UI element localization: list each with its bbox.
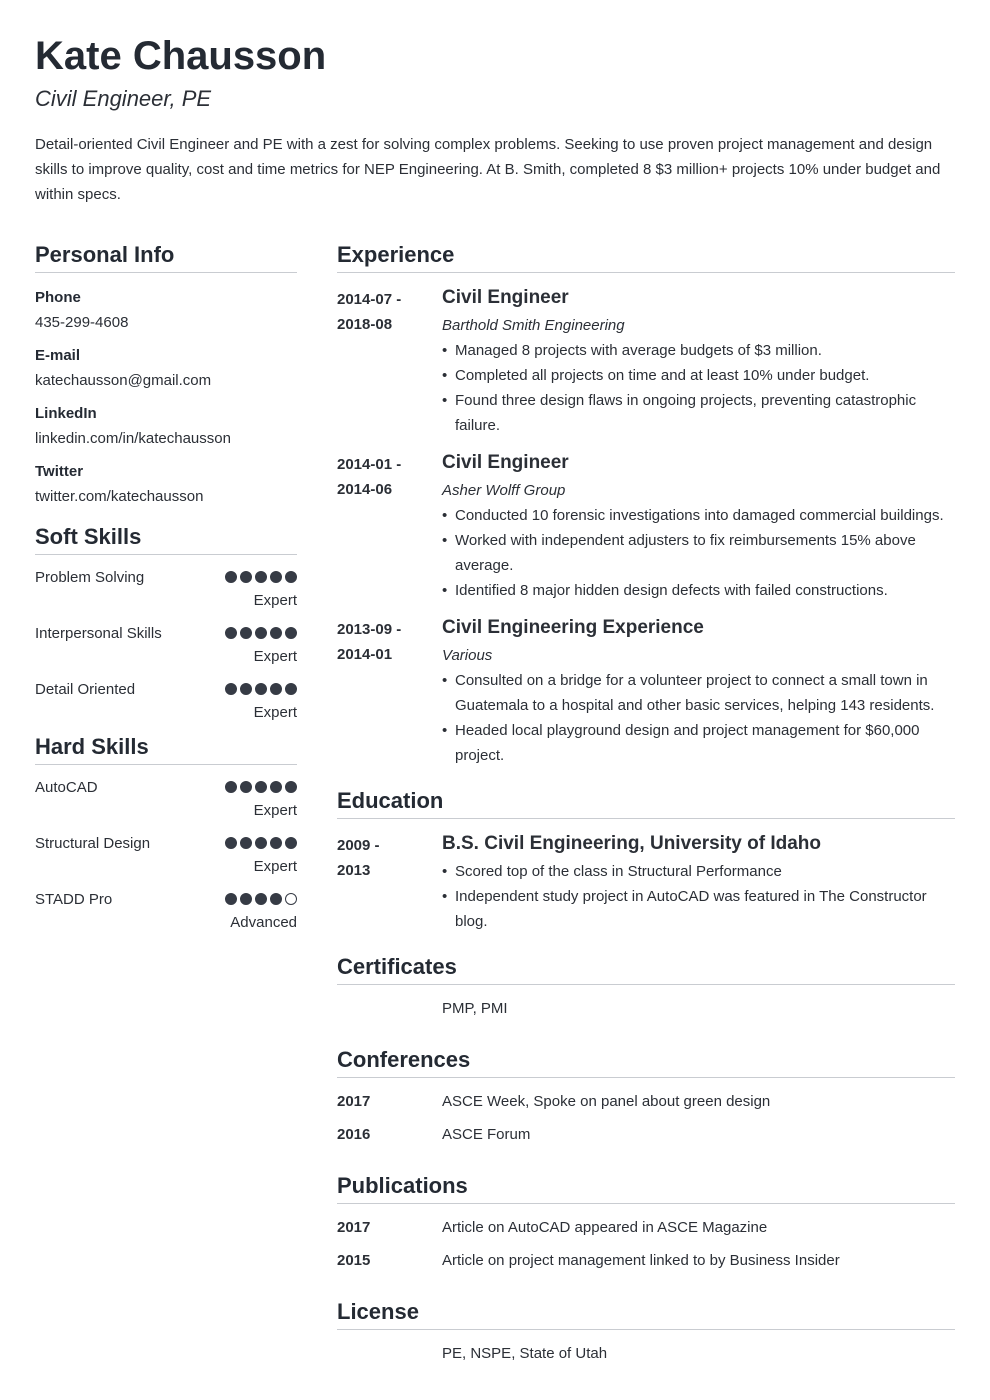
personal-info-section [35,240,297,509]
filled-dot-icon [255,893,267,905]
skill-rating [225,893,297,905]
skill-row [35,679,297,735]
candidate-title: Civil Engineer, PE [35,86,212,111]
left-column [35,240,297,945]
empty-dot-icon [285,893,297,905]
date-end: 2018-08 [337,316,393,333]
candidate-name: Kate Chausson [35,34,327,78]
item-text: ASCE Week, Spoke on panel about green design [442,1093,771,1110]
date-start: 2009 - [337,837,380,854]
skill-rating [225,781,297,793]
filled-dot-icon [255,781,267,793]
info-value: katechausson@gmail.com [35,372,212,389]
skill-row [35,623,297,679]
list-item [337,1084,955,1117]
filled-dot-icon [285,781,297,793]
filled-dot-icon [255,683,267,695]
date-end: 2014-01 [337,646,393,663]
skill-rating [225,683,297,695]
bullet-item: • Found three design flaws in ongoing projects, preventing catastrophic failure. [442,388,955,438]
education-section [337,786,955,934]
right-column [337,240,955,1369]
item-year: 2016 [337,1126,371,1143]
skill-name: Structural Design [35,835,151,852]
soft-skills-heading: Soft Skills [35,522,297,555]
date-end: 2013 [337,862,371,879]
experience-list [337,283,955,768]
filled-dot-icon [225,683,237,695]
bullet-item: • Independent study project in AutoCAD was featured in The Constructor blog. [442,884,955,934]
filled-dot-icon [225,837,237,849]
entry-role: Civil Engineer [442,287,569,308]
entry-organization: Barthold Smith Engineering [442,317,625,334]
entry-body [442,829,955,934]
filled-dot-icon [270,893,282,905]
filled-dot-icon [285,571,297,583]
info-item-twitter [35,459,297,509]
entry-body [442,448,955,603]
certificates-section [337,952,955,1024]
filled-dot-icon [240,837,252,849]
entry-body [442,613,955,768]
info-value: 435-299-4608 [35,314,129,331]
filled-dot-icon [270,837,282,849]
personal-info-heading: Personal Info [35,240,297,273]
entry-date [337,833,427,883]
item-text: Article on AutoCAD appeared in ASCE Magazine [442,1219,768,1236]
skill-name: Interpersonal Skills [35,625,162,642]
filled-dot-icon [270,781,282,793]
education-list [337,829,955,934]
filled-dot-icon [225,571,237,583]
publications-list [337,1210,955,1276]
filled-dot-icon [240,627,252,639]
list-item [337,991,955,1024]
license-heading: License [337,1297,955,1330]
skill-name: AutoCAD [35,779,98,796]
experience-section [337,240,955,768]
filled-dot-icon [240,683,252,695]
profile-summary: Detail-oriented Civil Engineer and PE with a zest for solving complex problems. Seeking to use proven project management and design skills to improve quality, cost and time metrics for NEP Engineering. At B. Smith, completed 8 $3 million+ projects 10% under budget and within specs. [35,136,941,203]
info-label: E-mail [35,347,81,364]
filled-dot-icon [285,683,297,695]
item-year: 2017 [337,1093,371,1110]
item-year: 2015 [337,1252,371,1269]
entry-role: B.S. Civil Engineering, University of Idaho [442,833,822,854]
skill-rating [225,571,297,583]
bullet-item: • Scored top of the class in Structural Performance [442,859,955,884]
entry-body [442,283,955,438]
certificates-heading: Certificates [337,952,955,985]
filled-dot-icon [255,837,267,849]
skill-row [35,777,297,833]
filled-dot-icon [285,837,297,849]
bullet-item: • Headed local playground design and project management for $60,000 project. [442,718,955,768]
bullet-item: • Worked with independent adjusters to fix reimbursements 15% above average. [442,528,955,578]
skill-level: Expert [253,704,297,721]
soft-skills-section [35,522,297,735]
education-heading: Education [337,786,955,819]
entry-organization: Asher Wolff Group [442,482,566,499]
filled-dot-icon [270,683,282,695]
timeline-entry [337,829,955,934]
entry-bullets [442,338,955,438]
entry-bullets [442,859,955,934]
skill-level: Expert [253,648,297,665]
filled-dot-icon [285,627,297,639]
item-text: PMP, PMI [442,1000,508,1017]
filled-dot-icon [240,893,252,905]
experience-heading: Experience [337,240,955,273]
publications-heading: Publications [337,1171,955,1204]
list-item [337,1210,955,1243]
entry-bullets [442,503,955,603]
skill-name: STADD Pro [35,891,113,908]
bullet-item: • Managed 8 projects with average budgets of $3 million. [442,338,955,363]
skill-row [35,567,297,623]
timeline-entry [337,448,955,603]
info-label: Phone [35,289,81,306]
entry-role: Civil Engineer [442,452,569,473]
timeline-entry [337,613,955,768]
filled-dot-icon [270,571,282,583]
license-section [337,1297,955,1369]
bullet-item: • Consulted on a bridge for a volunteer project to connect a small town in Guatemala to a hospital and other basic services, helping 143 residents. [442,668,955,718]
filled-dot-icon [270,627,282,639]
skill-name: Problem Solving [35,569,145,586]
date-start: 2014-01 - [337,456,402,473]
list-item [337,1117,955,1150]
soft-skills-list [35,567,297,735]
filled-dot-icon [225,627,237,639]
conferences-list [337,1084,955,1150]
entry-date [337,287,427,337]
item-year: 2017 [337,1219,371,1236]
conferences-section [337,1045,955,1150]
info-item-linkedin [35,401,297,451]
filled-dot-icon [225,893,237,905]
info-label: Twitter [35,463,84,480]
list-item [337,1336,955,1369]
filled-dot-icon [240,781,252,793]
timeline-entry [337,283,955,438]
entry-bullets [442,668,955,768]
filled-dot-icon [225,781,237,793]
entry-date [337,452,427,502]
info-label: LinkedIn [35,405,97,422]
conferences-heading: Conferences [337,1045,955,1078]
skill-name: Detail Oriented [35,681,136,698]
bullet-item: • Completed all projects on time and at least 10% under budget. [442,363,955,388]
entry-date [337,617,427,667]
item-text: ASCE Forum [442,1126,531,1143]
hard-skills-section [35,732,297,945]
filled-dot-icon [255,571,267,583]
item-text: Article on project management linked to by Business Insider [442,1252,840,1269]
skill-level: Expert [253,592,297,609]
info-value: twitter.com/katechausson [35,488,204,505]
publications-section [337,1171,955,1276]
skill-rating [225,627,297,639]
list-item [337,1243,955,1276]
date-start: 2013-09 - [337,621,402,638]
skill-rating [225,837,297,849]
skill-level: Expert [253,802,297,819]
entry-organization: Various [442,647,493,664]
item-text: PE, NSPE, State of Utah [442,1345,608,1362]
filled-dot-icon [240,571,252,583]
hard-skills-heading: Hard Skills [35,732,297,765]
bullet-item: • Identified 8 major hidden design defects with failed constructions. [442,578,955,603]
hard-skills-list [35,777,297,945]
skill-row [35,889,297,945]
license-list [337,1336,955,1369]
skill-row [35,833,297,889]
skill-level: Advanced [230,914,297,931]
entry-role: Civil Engineering Experience [442,617,704,638]
date-end: 2014-06 [337,481,393,498]
bullet-item: • Conducted 10 forensic investigations into damaged commercial buildings. [442,503,955,528]
certificates-list [337,991,955,1024]
info-item-email [35,343,297,393]
filled-dot-icon [255,627,267,639]
info-item-phone [35,285,297,335]
info-value: linkedin.com/in/katechausson [35,430,231,447]
skill-level: Expert [253,858,297,875]
date-start: 2014-07 - [337,291,402,308]
